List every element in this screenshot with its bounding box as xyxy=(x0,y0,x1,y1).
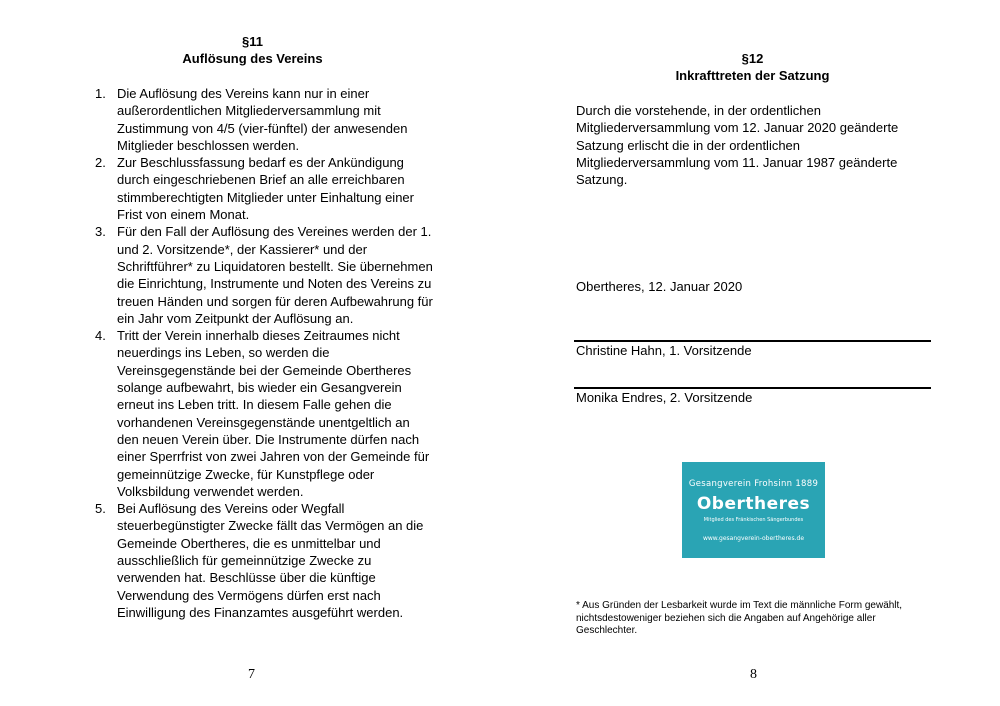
signature-line-1 xyxy=(574,340,931,342)
enactment-text: Durch die vorstehende, in der ordentlichen Mitgliederversammlung vom 12. Januar 2020 geänderte Satzung erlischt die in der ordentlichen Mitgliederversammlung vom 11. Januar 1987 geänderte Satzung. xyxy=(576,103,899,188)
list-item-text: Bei Auflösung des Vereins oder Wegfall steuerbegünstigter Zwecke fällt das Vermögen an die Gemeinde Obertheres, die es unmittelbar und ausschließlich für gemeinnützige Zwecke zu verwenden hat. Beschlüsse über die künftige Verwendung des Vermögens dürfen erst nach Einwilligung des Finanzamtes ausgeführt werden. xyxy=(117,501,424,620)
footnote: * Aus Gründen der Lesbarkeit wurde im Text die männliche Form gewählt, nichtsdestoweniger beziehen sich die Angaben auf Angehörige aller Geschlechter. xyxy=(576,600,903,636)
logo-club-name: Gesangverein Frohsinn 1889 xyxy=(688,479,819,489)
list-item xyxy=(95,85,435,154)
list-item-number: 2. xyxy=(95,155,106,171)
section-12-number: §12 xyxy=(741,51,764,66)
list-item xyxy=(95,154,435,223)
signatory-2: Monika Endres, 2. Vorsitzende xyxy=(576,390,753,405)
list-item-text: Die Auflösung des Vereins kann nur in einer außerordentlichen Mitgliederversammlung mit Zustimmung von 4/5 (vier-fünftel) der anwesenden Mitglieder beschlossen werden. xyxy=(117,86,408,153)
list-item-number: 1. xyxy=(95,86,106,101)
dissolution-list xyxy=(95,85,435,621)
list-item-number: 5. xyxy=(95,501,106,517)
logo-membership: Mitglied des Fränkischen Sängerbundes xyxy=(703,517,804,523)
logo-url: www.gesangverein-obertheres.de xyxy=(702,535,805,542)
club-logo xyxy=(682,462,825,558)
list-item xyxy=(95,223,435,327)
list-item-text: Zur Beschlussfassung bedarf es der Ankündigung durch eingeschriebenen Brief an alle erreichbaren stimmberechtigten Mitglieder unter Einhaltung einer Frist von einem Monat. xyxy=(117,155,414,223)
list-item-text: Für den Fall der Auflösung des Vereines werden der 1. und 2. Vorsitzende*, der Kassierer* und der Schriftführer* zu Liquidatoren bestellt. Sie übernehmen die Einrichtung, Instrumente und Noten des Vereins zu treuen Händen und sorgen für deren Aufbewahrung für ein Jahr vom Zeitpunkt der Auflösung an. xyxy=(117,224,433,326)
section-12-title: Inkrafttreten der Satzung xyxy=(675,68,830,83)
page-number-right: 8 xyxy=(750,667,757,682)
list-item-text: Tritt der Verein innerhalb dieses Zeitraumes nicht neuerdings ins Leben, so werden die Vereinsgegenstände bei der Gemeinde Obertheres solange aufbewahrt, bis wieder ein Gesangverein erneut ins Leben tritt. In diesem Falle gehen die vorhandenen Vereinsgegenstände unentgeltlich an den neuen Verein über. Die Instrumente dürfen nach einer Sperrfrist von zwei Jahren von der Gemeinde für gemeinnützige Zwecke, für Kunstpflege oder Volksbildung verwendet werden. xyxy=(117,328,430,499)
section-12-heading xyxy=(575,50,930,84)
page-number-left: 7 xyxy=(248,667,255,682)
section-11-heading xyxy=(80,33,425,67)
list-item-number: 3. xyxy=(95,224,106,240)
section-11-number: §11 xyxy=(242,34,263,49)
signature-line-2 xyxy=(574,387,931,389)
logo-town-name: Obertheres xyxy=(696,494,811,514)
section-11-title: Auflösung des Vereins xyxy=(182,51,323,66)
list-item xyxy=(95,327,435,500)
place-date: Obertheres, 12. Januar 2020 xyxy=(576,279,743,294)
page-right xyxy=(500,0,1000,706)
signatory-1: Christine Hahn, 1. Vorsitzende xyxy=(576,343,752,358)
list-item-number: 4. xyxy=(95,328,106,344)
list-item xyxy=(95,500,435,621)
